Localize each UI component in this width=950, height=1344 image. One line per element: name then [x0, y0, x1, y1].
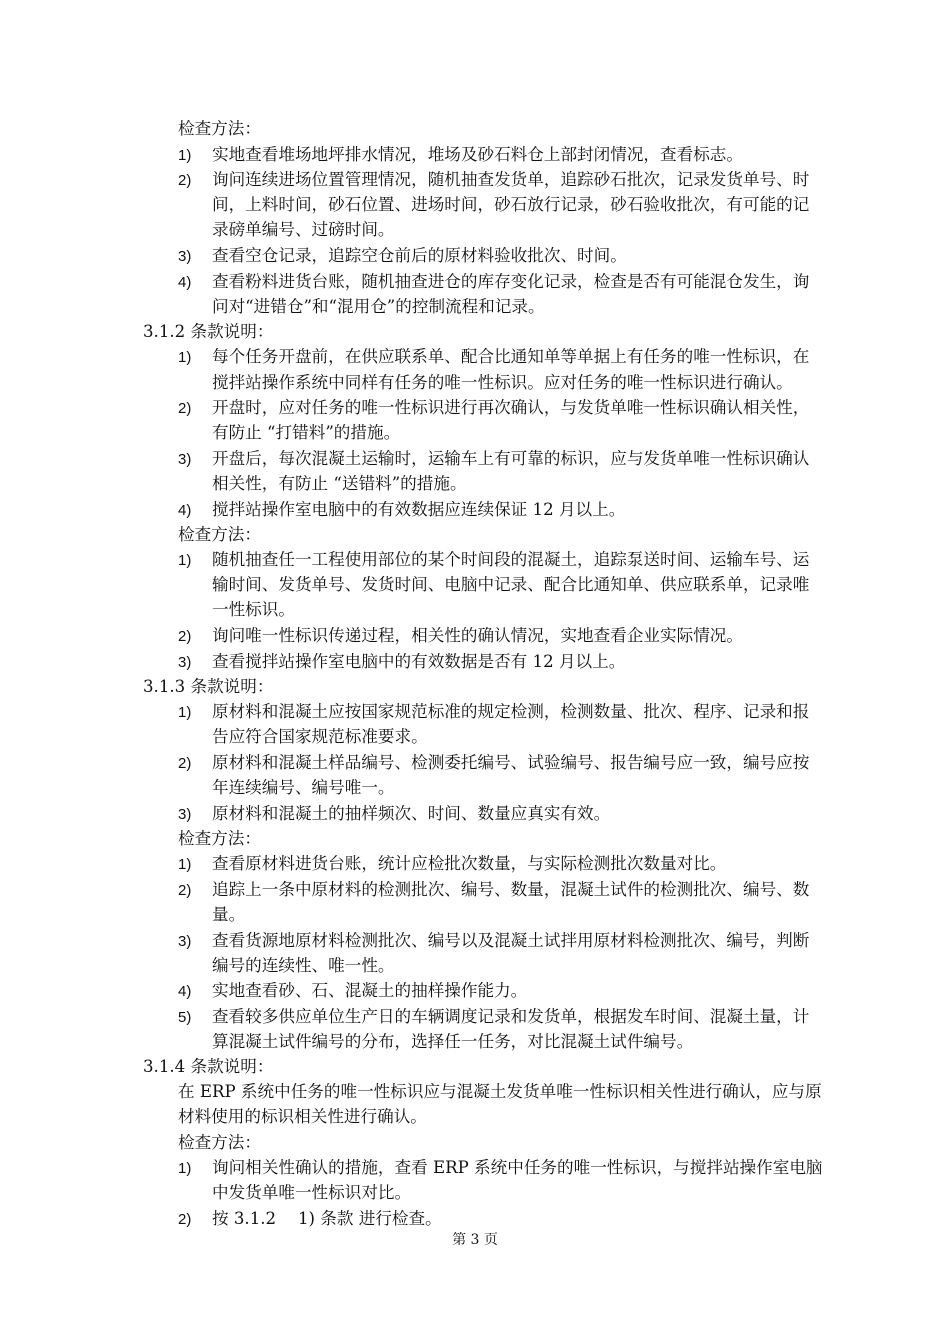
list-item-number: 2) — [178, 172, 192, 190]
list-item-text: 每个任务开盘前，在供应联系单、配合比通知单等单据上有任务的唯一性标识，在 — [212, 347, 810, 367]
list-item-number: 4) — [178, 501, 192, 519]
list-item-text: 中发货单唯一性标识对比。 — [212, 1183, 412, 1203]
list-item-text: 追踪上一条中原材料的检测批次、编号、数量，混凝土试件的检测批次、编号、数 — [212, 880, 810, 899]
list-item-text: 量。 — [212, 905, 246, 925]
list-item-text: 随机抽查任一工程使用部位的某个时间段的混凝土，追踪泵送时间、运输车号、运 — [212, 550, 810, 570]
list-item-text: 实地查看堆场地坪排水情况，堆场及砂石料仓上部封闭情况，查看标志。 — [212, 144, 743, 164]
paragraph-text: 在 ERP 系统中任务的唯一性标识应与混凝土发货单唯一性标识相关性进行确认，应与原 — [178, 1082, 822, 1102]
list-item-text: 查看搅拌站操作室电脑中的有效数据是否有 12 月以上。 — [212, 651, 626, 671]
list-item-text: 查看货源地原材料检测批次、编号以及混凝土试拌用原材料检测批次、编号，判断 — [212, 930, 810, 950]
list-item-text: 原材料和混凝土的抽样频次、时间、数量应真实有效。 — [212, 803, 611, 823]
list-item-text: 一性标识。 — [212, 600, 295, 620]
list-item-number: 2) — [178, 755, 192, 772]
list-item-text: 搅拌站操作室电脑中的有效数据应连续保证 12 月以上。 — [212, 499, 626, 519]
paragraph-text: 材料使用的标识相关性进行确认。 — [178, 1107, 427, 1127]
page-number: 第 3 页 — [452, 1232, 498, 1248]
list-item-text: 编号的连续性、唯一性。 — [212, 955, 395, 975]
list-item-number: 3) — [178, 450, 192, 468]
list-item-text: 询问相关性确认的措施，查看 ERP 系统中任务的唯一性标识，与搅拌站操作室电脑 — [212, 1158, 823, 1178]
list-item-number: 3) — [178, 653, 192, 671]
list-item-text: 询问唯一性标识传递过程，相关性的确认情况，实地查看企业实际情况。 — [212, 626, 743, 645]
list-item-text: 告应符合国家规范标准要求。 — [212, 727, 428, 747]
list-item-text: 查看较多供应单位生产日的车辆调度记录和发货单，根据发车时间、混凝土量，计 — [212, 1007, 810, 1026]
list-item-number: 1) — [178, 1160, 192, 1178]
list-item-text: 年连续编号、编号唯一。 — [212, 778, 395, 798]
list-item-text: 搅拌站操作系统中同样有任务的唯一性标识。应对任务的唯一性标识进行确认。 — [212, 372, 793, 392]
list-item-number: 2) — [178, 1210, 192, 1228]
list-item-text: 有防止 “打错料”的措施。 — [212, 423, 401, 443]
list-item-text: 开盘后，每次混凝土运输时，运输车上有可靠的标识，应与发货单唯一性标识确认 — [212, 448, 810, 468]
check-method-label: 检查方法： — [178, 828, 261, 848]
list-item-text: 开盘时，应对任务的唯一性标识进行再次确认，与发货单唯一性标识确认相关性， — [212, 398, 810, 418]
list-item-number: 2) — [178, 400, 192, 418]
check-method-label: 检查方法： — [178, 1132, 261, 1152]
list-item-text: 间，上料时间，砂石位置、进场时间，砂石放行记录，砂石验收批次，有可能的记 — [212, 195, 810, 215]
clause-heading: 3.1.2 条款说明： — [143, 321, 274, 341]
list-item-number: 4) — [178, 983, 192, 1001]
list-item-number: 3) — [178, 248, 192, 265]
list-item-text: 相关性，有防止 “送错料”的措施。 — [212, 473, 467, 493]
list-item-text: 实地查看砂、石、混凝土的抽样操作能力。 — [212, 981, 528, 1001]
list-item-text: 输时间、发货单号、发货时间、电脑中记录、配合比通知单、供应联系单，记录唯 — [212, 575, 810, 595]
list-item-number: 1) — [178, 704, 192, 722]
check-method-label: 检查方法： — [178, 524, 261, 544]
list-item-number: 1) — [178, 349, 192, 367]
list-item-number: 3) — [178, 805, 192, 823]
list-item-number: 4) — [178, 273, 192, 291]
list-item-number: 2) — [178, 882, 192, 899]
list-item-text: 查看原材料进货台账，统计应检批次数量，与实际检测批次数量对比。 — [212, 854, 727, 874]
list-item-number: 5) — [178, 1009, 192, 1026]
clause-heading: 3.1.4 条款说明： — [143, 1057, 274, 1077]
list-item-number: 1) — [178, 856, 192, 874]
check-method-label: 检查方法： — [178, 119, 261, 138]
list-item-text: 询问连续进场位置管理情况，随机抽查发货单，追踪砂石批次，记录发货单号、时 — [212, 170, 810, 190]
list-item-text: 问对“进错仓”和“混用仓”的控制流程和记录。 — [212, 296, 545, 316]
list-item-number: 3) — [178, 932, 192, 950]
list-item-text: 原材料和混凝土应按国家规范标准的规定检测，检测数量、批次、程序、记录和报 — [212, 702, 810, 722]
clause-heading: 3.1.3 条款说明： — [143, 676, 274, 696]
list-item-text: 查看粉料进货台账，随机抽查进仓的库存变化记录，检查是否有可能混仓发生，询 — [212, 271, 810, 291]
list-item-text: 录磅单编号、过磅时间。 — [212, 220, 395, 240]
list-item-text: 查看空仓记录，追踪空仓前后的原材料验收批次、时间。 — [212, 246, 627, 265]
list-item-text: 按 3.1.2 1) 条款 进行检查。 — [212, 1208, 442, 1228]
list-item-text: 原材料和混凝土样品编号、检测委托编号、试验编号、报告编号应一致，编号应按 — [212, 753, 810, 772]
list-item-number: 2) — [178, 628, 192, 645]
list-item-number: 1) — [178, 146, 192, 164]
list-item-number: 1) — [178, 552, 192, 570]
list-item-text: 算混凝土试件编号的分布，选择任一任务，对比混凝土试件编号。 — [212, 1032, 694, 1052]
